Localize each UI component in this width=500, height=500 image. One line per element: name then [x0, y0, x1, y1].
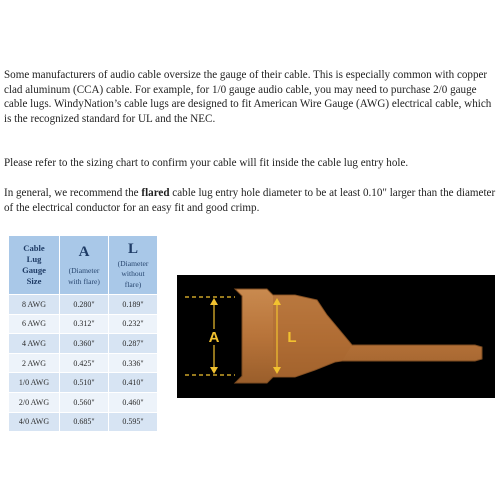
cell-l: 0.410": [109, 373, 157, 392]
table-row: [9, 334, 157, 353]
header-l-sub: without: [121, 269, 145, 279]
dimension-l-label: L: [287, 329, 297, 346]
header-l-sub: (Diameter: [117, 258, 149, 268]
table-row: [9, 295, 157, 314]
header-col-l: [109, 236, 157, 294]
header-gauge-line: Gauge: [22, 265, 46, 275]
table-row: [9, 354, 157, 373]
header-gauge-size: [9, 236, 59, 294]
header-a-sub: with flare): [68, 276, 100, 286]
cell-size: 6 AWG: [9, 315, 59, 334]
cell-a: 0.360": [60, 334, 108, 353]
cell-a: 0.312": [60, 315, 108, 334]
recommendation-paragraph: [4, 186, 496, 215]
sizing-chart-table: [8, 235, 158, 432]
recommendation-text-end: cable lug entry hole diameter to be at least 0.10" larger than the diameter of the electrical conductor for an easy fit and good crimp.: [4, 187, 496, 214]
intro-paragraph: Some manufacturers of audio cable oversize the gauge of their cable. This is especially common with copper clad aluminum (CCA) cable. For example, for 1/0 gauge audio cable, you may need to purchase 2/0 gauge cable lugs. WindyNation’s cable lugs are designed to fit American Wire Gauge (AWG) electrical cable, which is the recognized standard for UL and the NEC.: [4, 69, 492, 125]
table-row: [9, 413, 157, 432]
table-row: [9, 315, 157, 334]
header-gauge-line: Cable: [23, 243, 45, 253]
cell-l: 0.189": [109, 295, 157, 314]
lug-barrel-shade: [273, 295, 352, 377]
cell-size: 8 AWG: [9, 295, 59, 314]
header-a-letter: A: [78, 244, 90, 261]
cell-a: 0.280": [60, 295, 108, 314]
cell-l: 0.595": [109, 413, 157, 432]
cell-a: 0.560": [60, 393, 108, 412]
cell-size: 2 AWG: [9, 354, 59, 373]
dimension-a-label: A: [208, 329, 220, 346]
cell-size: 4 AWG: [9, 334, 59, 353]
cell-a: 0.425": [60, 354, 108, 373]
cell-a: 0.685": [60, 413, 108, 432]
cell-a: 0.510": [60, 373, 108, 392]
header-l-sub: flare): [124, 279, 142, 289]
header-a-sub: (Diameter: [68, 266, 100, 276]
cell-size: 2/0 AWG: [9, 393, 59, 412]
recommendation-bold-word: flared: [141, 187, 170, 199]
cell-size: 4/0 AWG: [9, 413, 59, 432]
header-gauge-line: Size: [26, 276, 42, 286]
header-gauge-line: Lug: [26, 254, 42, 264]
table-row: [9, 393, 157, 412]
cable-lug-drawing: [177, 275, 495, 398]
table-header-row: [9, 236, 157, 294]
cell-l: 0.232": [109, 315, 157, 334]
cell-l: 0.287": [109, 334, 157, 353]
header-l-letter: L: [127, 240, 138, 257]
recommendation-text-start: In general, we recommend the: [4, 187, 142, 199]
lug-body: [235, 289, 482, 383]
cell-size: 1/0 AWG: [9, 373, 59, 392]
cell-l: 0.460": [109, 393, 157, 412]
dimension-a-arrow-down: [210, 367, 218, 374]
cell-l: 0.336": [109, 354, 157, 373]
header-col-a: [60, 236, 108, 294]
cable-lug-diagram: [177, 275, 495, 398]
sizing-chart-paragraph: Please refer to the sizing chart to confirm your cable will fit inside the cable lug entry hole.: [4, 157, 409, 169]
table-row: [9, 373, 157, 392]
dimension-a-arrow-up: [210, 298, 218, 305]
